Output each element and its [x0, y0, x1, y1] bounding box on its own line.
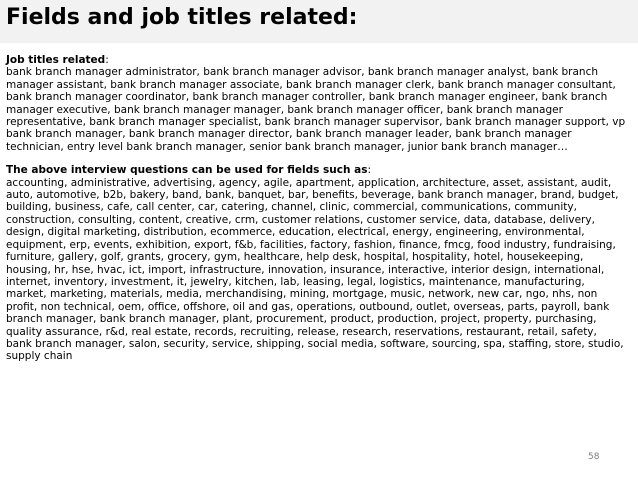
job-titles-list [6, 66, 632, 153]
fields-line: furniture, gallery, golf, grants, grocery, gym, healthcare, help desk, hospital, hospitality, hotel, housekeeping, [6, 251, 584, 264]
fields-line: accounting, administrative, advertising, agency, agile, apartment, application, architecture, asset, assistant, audit, [6, 176, 612, 189]
fields-line: bank branch manager, salon, security, service, shipping, social media, software, sourcing, spa, staffing, store, studio, [6, 337, 624, 350]
fields-line: building, business, cafe, call center, car, catering, channel, clinic, commercial, communications, community, [6, 201, 577, 214]
fields-label: The above interview questions can be used for fields such as [6, 164, 368, 177]
job-titles-colon: : [105, 54, 109, 66]
fields-heading [6, 164, 632, 176]
job-titles-line: representative, bank branch manager specialist, bank branch manager supervisor, bank branch manager support, vp [6, 116, 626, 129]
fields-line: supply chain [6, 350, 73, 363]
section-gap [6, 153, 632, 164]
page-title: Fields and job titles related: [6, 5, 358, 30]
job-titles-heading [6, 54, 632, 66]
fields-line: housing, hr, hse, hvac, ict, import, infrastructure, innovation, insurance, interactive, interior design, international, [6, 263, 605, 276]
page-number: 58 [588, 452, 600, 462]
fields-line: market, marketing, materials, media, merchandising, mining, mortgage, music, network, new car, ngo, nhs, non [6, 288, 598, 301]
job-titles-line: bank branch manager, bank branch manager director, bank branch manager leader, bank branch manager [6, 128, 572, 141]
job-titles-line: manager assistant, bank branch manager associate, bank branch manager clerk, bank branch manager consultant, [6, 78, 616, 91]
fields-line: quality assurance, r&d, real estate, records, recruiting, release, research, reservations, restaurant, retail, safety, [6, 325, 597, 338]
fields-line: equipment, erp, events, exhibition, export, f&b, facilities, factory, fashion, finance, fmcg, food industry, fundraising, [6, 238, 616, 251]
job-titles-label: Job titles related [6, 54, 106, 66]
fields-line: internet, inventory, investment, it, jewelry, kitchen, lab, leasing, legal, logistics, maintenance, manufacturing, [6, 275, 585, 288]
job-titles-line: manager executive, bank branch manager manager, bank branch manager officer, bank branch manager [6, 103, 563, 116]
fields-line: design, digital marketing, distribution, ecommerce, education, electrical, energy, engineering, environmental, [6, 226, 585, 239]
fields-line: construction, consulting, content, creative, crm, customer relations, customer service, data, database, delivery, [6, 213, 595, 226]
fields-line: auto, automotive, b2b, bakery, band, bank, banquet, bar, benefits, beverage, bank branch manager, brand, budget, [6, 189, 619, 202]
slide-content [6, 54, 632, 363]
job-titles-line: technician, entry level bank branch manager, senior bank branch manager, junior bank branch manager… [6, 140, 568, 153]
fields-line: profit, non technical, oem, office, offshore, oil and gas, operations, outbound, outlet, overseas, parts, payroll, bank [6, 300, 610, 313]
fields-colon: : [367, 164, 371, 177]
job-titles-line: bank branch manager administrator, bank branch manager advisor, bank branch manager analyst, bank branch [6, 66, 599, 79]
fields-line: branch manager, bank branch manager, plant, procurement, product, production, project, property, purchasing, [6, 313, 597, 326]
fields-list [6, 177, 632, 363]
job-titles-line: bank branch manager coordinator, bank branch manager controller, bank branch manager engineer, bank branch [6, 91, 608, 104]
header-bar [0, 0, 638, 43]
